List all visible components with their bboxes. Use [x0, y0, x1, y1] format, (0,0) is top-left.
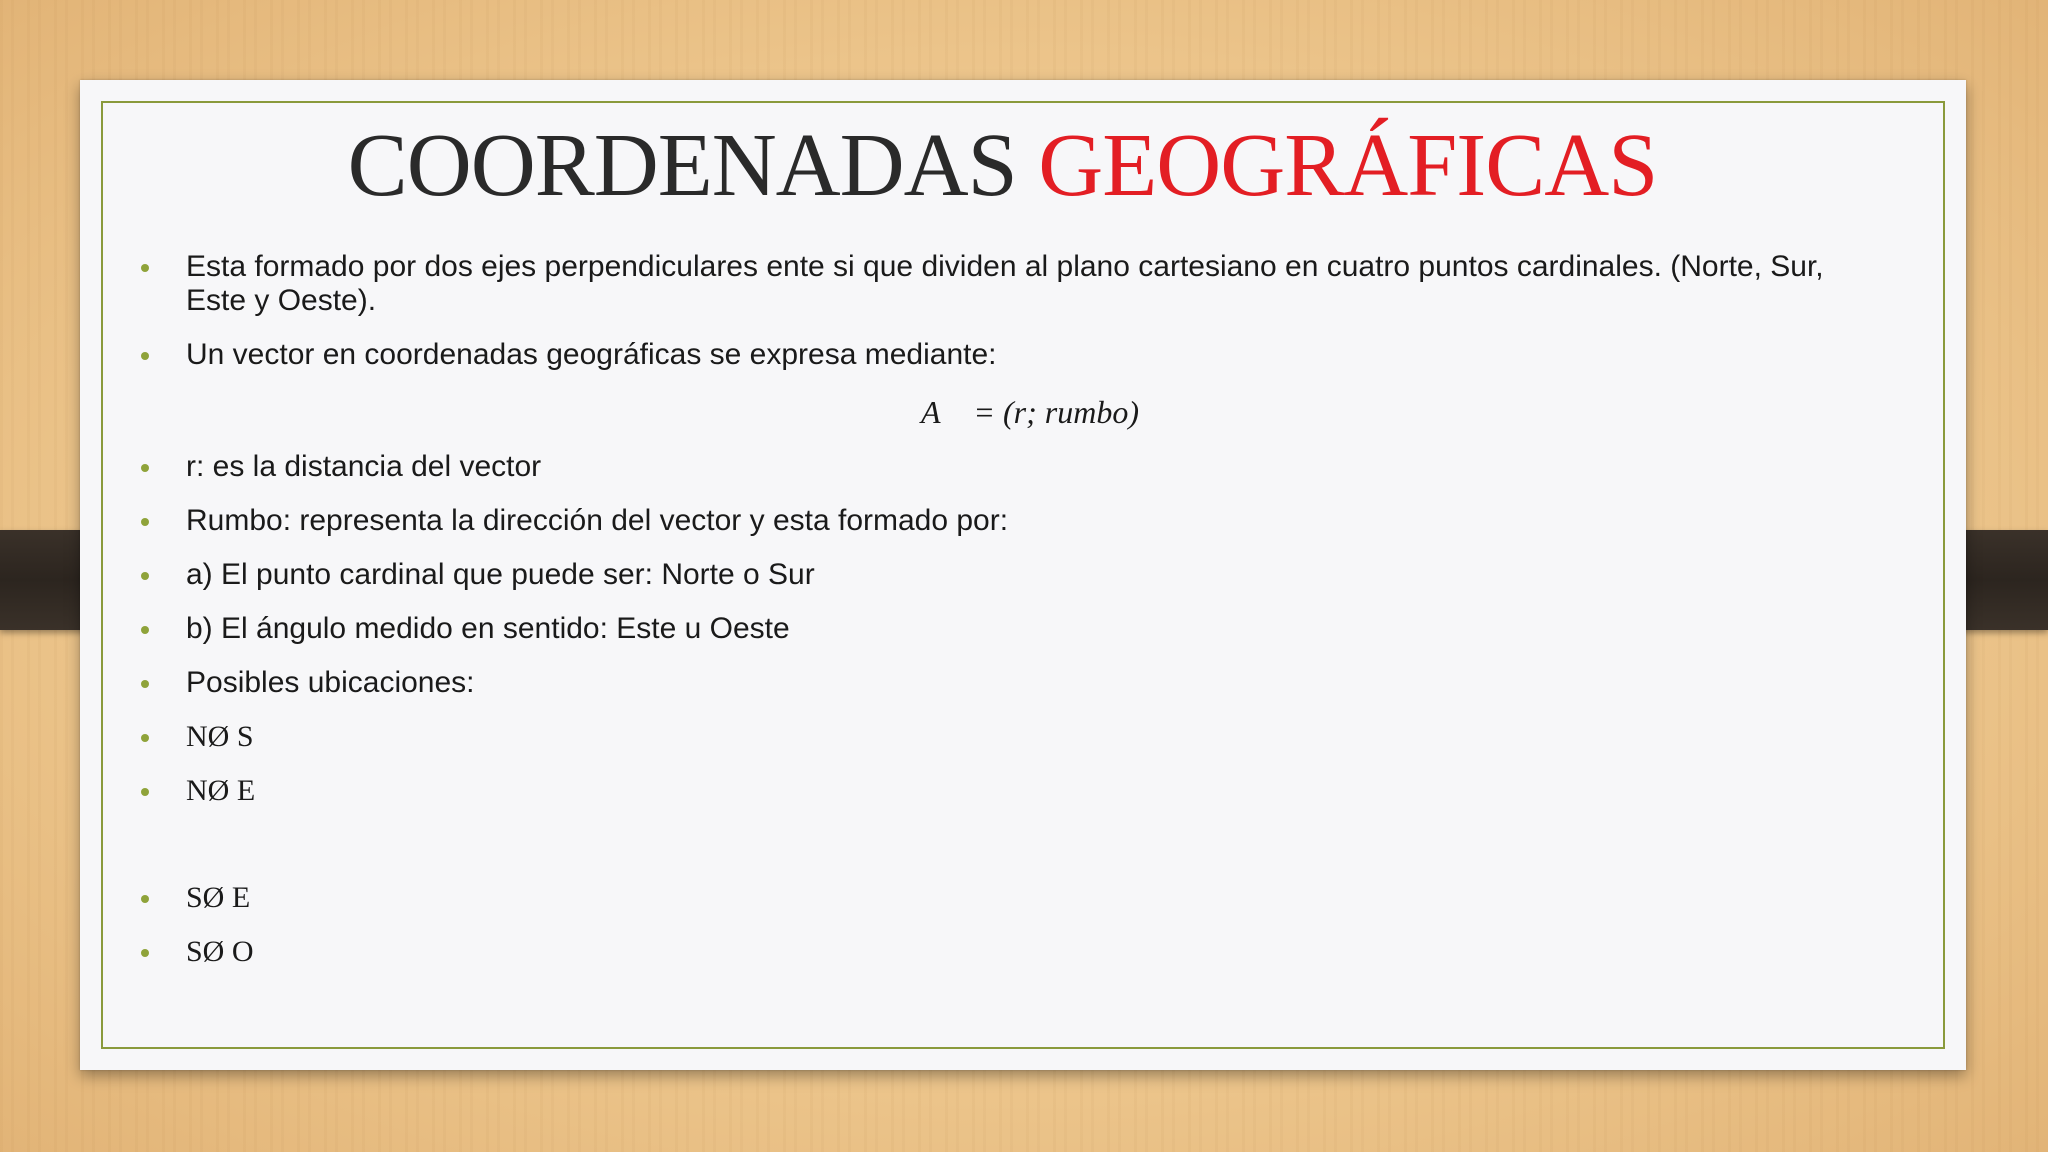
vector-formula: A⃗ = (r; rumbo): [920, 394, 1139, 430]
bullet-dot-icon: [141, 264, 149, 272]
bullet-text: Posibles ubicaciones:: [186, 666, 475, 699]
bullet-dot-icon: [141, 572, 149, 580]
bullet-text: SØ O: [186, 935, 254, 968]
bullet-dot-icon: [141, 352, 149, 360]
title-accent: GEOGRÁFICAS: [1038, 116, 1658, 215]
bullet-dot-icon: [141, 895, 149, 903]
slide-card: [80, 80, 1966, 1070]
bullet-text: Rumbo: representa la dirección del vector y esta formado por:: [186, 504, 1009, 537]
bullet-text: NØ E: [186, 774, 256, 807]
bullet-dot-icon: [141, 464, 149, 472]
bullet-text: r: es la distancia del vector: [186, 450, 542, 483]
bullet-dot-icon: [141, 518, 149, 526]
bullet-text: a) El punto cardinal que puede ser: Norte o Sur: [186, 558, 815, 591]
bullet-text: b) El ángulo medido en sentido: Este u Oeste: [186, 612, 790, 645]
bullet-dot-icon: [141, 788, 149, 796]
bullet-text: SØ E: [186, 881, 251, 914]
slide-title: [80, 114, 1925, 218]
title-main: COORDENADAS: [347, 116, 1017, 215]
bullet-text: Un vector en coordenadas geográficas se expresa mediante:: [186, 338, 997, 371]
bullet-text: Esta formado por dos ejes perpendiculares ente si que dividen al plano cartesiano en cuatro puntos cardinales. (Norte, Sur, Este y Oeste).: [186, 250, 1824, 317]
bullet-dot-icon: [141, 680, 149, 688]
bullet-dot-icon: [141, 949, 149, 957]
bullet-dot-icon: [141, 734, 149, 742]
bullet-dot-icon: [141, 626, 149, 634]
bullet-text: NØ S: [186, 720, 254, 753]
